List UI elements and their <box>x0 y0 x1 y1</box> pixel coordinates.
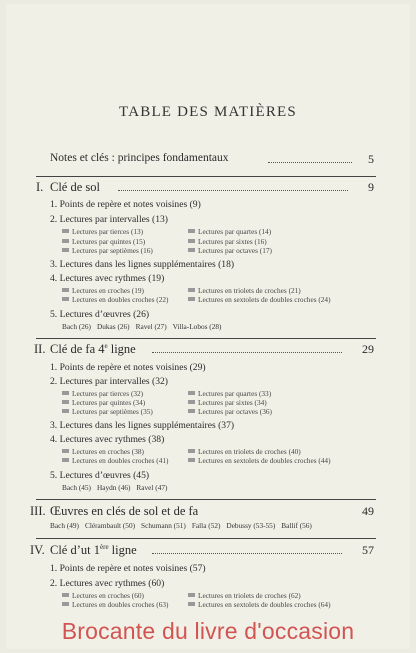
lesson-item: Lectures en sextolets de doubles croches (24) <box>188 295 331 304</box>
lesson-item: Lectures par quintes (34) <box>62 398 145 407</box>
lesson-item: Lectures par quartes (14) <box>188 227 271 236</box>
leader-dots <box>268 160 352 163</box>
works-list: Bach (49) Clérambault (50) Schumann (51) Falla (52) Debussy (53-55) Ballif (56) <box>50 521 312 530</box>
lesson-item: Lectures en sextolets de doubles croches (64) <box>188 600 331 609</box>
section-title: 1. Points de repère et notes voisines (57) <box>50 563 206 574</box>
chapter-number: I. <box>36 180 44 194</box>
leader-dots <box>118 188 348 191</box>
lesson-item: Lectures en sextolets de doubles croches (44) <box>188 456 331 465</box>
chapter-page: 9 <box>368 180 374 194</box>
lesson-item: Lectures en croches (60) <box>62 591 144 600</box>
lesson-item: Lectures par sixtes (16) <box>188 237 267 246</box>
chapter-title: Clé d’ut 1ère ligne <box>50 543 137 558</box>
lesson-item: Lectures par octaves (36) <box>188 407 272 416</box>
chapter-title: Œuvres en clés de sol et de fa <box>50 504 199 518</box>
lesson-item: Lectures par tierces (32) <box>62 389 143 398</box>
chapter-number: II. <box>34 342 46 356</box>
divider <box>36 538 376 539</box>
lesson-item: Lectures par septièmes (16) <box>62 246 153 255</box>
watermark: Brocante du livre d'occasion <box>61 618 355 644</box>
divider <box>36 338 376 339</box>
lesson-item: Lectures en triolets de croches (40) <box>188 447 301 456</box>
intro-label: Notes et clés : principes fondamentaux <box>50 152 229 164</box>
lesson-item: Lectures par septièmes (35) <box>62 407 153 416</box>
lesson-item: Lectures en doubles croches (63) <box>62 600 168 609</box>
lesson-item: Lectures par sixtes (34) <box>188 398 267 407</box>
section-title: 4. Lectures avec rythmes (19) <box>50 273 165 284</box>
lesson-item: Lectures par quartes (33) <box>188 389 271 398</box>
intro-page: 5 <box>368 152 374 166</box>
page-title: TABLE DES MATIÈRES <box>119 104 297 120</box>
lesson-item: Lectures en triolets de croches (62) <box>188 591 301 600</box>
divider <box>36 499 376 500</box>
section-title: 2. Lectures par intervalles (32) <box>50 376 169 387</box>
section-title: 3. Lectures dans les lignes supplémentaires (18) <box>50 259 235 270</box>
lesson-item: Lectures en doubles croches (41) <box>62 456 168 465</box>
works-list: Bach (26) Dukas (26) Ravel (27) Villa-Lobos (28) <box>62 322 222 331</box>
chapter-number: IV. <box>30 543 45 557</box>
section-title: 2. Lectures par intervalles (13) <box>50 214 169 225</box>
lesson-item: Lectures par quintes (15) <box>62 237 145 246</box>
chapter-page: 57 <box>362 543 374 557</box>
divider <box>36 176 376 177</box>
chapter-page: 49 <box>362 504 374 518</box>
chapter-page: 29 <box>362 342 374 356</box>
lesson-item: Lectures en triolets de croches (21) <box>188 286 301 295</box>
section-title: 1. Points de repère et notes voisines (29) <box>50 362 206 373</box>
chapter-number: III. <box>30 504 46 518</box>
section-title: 2. Lectures avec rythmes (60) <box>50 578 165 589</box>
lesson-item: Lectures en croches (38) <box>62 447 144 456</box>
section-title: 3. Lectures dans les lignes supplémentaires (37) <box>50 420 235 431</box>
works-list: Bach (45) Haydn (46) Ravel (47) <box>62 483 168 492</box>
leader-dots <box>152 350 342 353</box>
leader-dots <box>152 551 342 554</box>
chapter-title: Clé de fa 4e ligne <box>50 342 136 357</box>
lesson-item: Lectures en croches (19) <box>62 286 144 295</box>
section-title: 4. Lectures avec rythmes (38) <box>50 434 165 445</box>
section-title: 5. Lectures d’œuvres (26) <box>50 309 150 320</box>
chapter-title: Clé de sol <box>50 180 100 194</box>
lesson-item: Lectures par tierces (13) <box>62 227 143 236</box>
section-title: 1. Points de repère et notes voisines (9) <box>50 199 201 210</box>
lesson-item: Lectures en doubles croches (22) <box>62 295 168 304</box>
lesson-item: Lectures par octaves (17) <box>188 246 272 255</box>
section-title: 5. Lectures d’œuvres (45) <box>50 470 150 481</box>
